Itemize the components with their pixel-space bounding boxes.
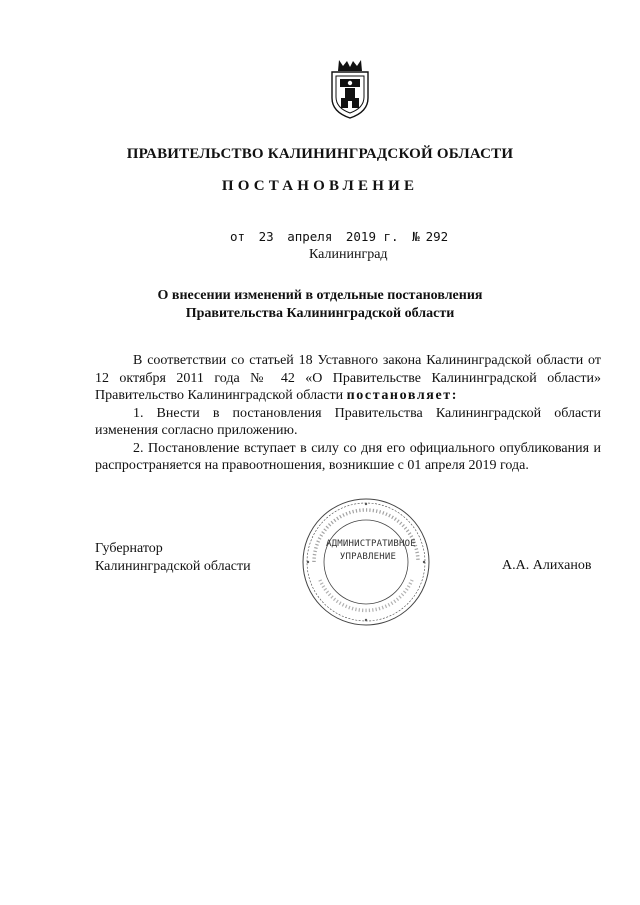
preamble-text: В соответствии со статьей 18 Уставного закона Калининградской области от 12 октября 2011 года № 42 «О Правительстве Калининградской области» Правительство Калининградской области bbox=[95, 353, 601, 403]
seal-line: УПРАВЛЕНИЕ bbox=[339, 552, 397, 562]
document-dateline bbox=[230, 229, 454, 244]
number-label: № bbox=[412, 229, 420, 244]
item-1-paragraph: 1. Внести в постановления Правительства Калининградской области изменения согласно приложению. bbox=[95, 405, 601, 438]
title-line: О внесении изменений в отдельные постановления bbox=[157, 288, 483, 303]
document-number: 292 bbox=[425, 229, 449, 244]
organization-name: ПРАВИТЕЛЬСТВО КАЛИНИНГРАДСКОЙ ОБЛАСТИ bbox=[126, 146, 514, 162]
position-line: Губернатор bbox=[95, 541, 163, 556]
date-year: 2019 г. bbox=[345, 229, 399, 244]
seal-line: АДМИНИСТРАТИВНОЕ bbox=[326, 539, 416, 549]
signatory-position bbox=[95, 540, 251, 576]
seal-text bbox=[326, 538, 416, 564]
document-city: Калининград bbox=[309, 247, 388, 262]
position-line: Калининградской области bbox=[95, 559, 251, 574]
document-type: ПОСТАНОВЛЕНИЕ bbox=[221, 178, 419, 194]
title-line: Правительства Калининградской области bbox=[185, 306, 455, 321]
coat-of-arms-icon bbox=[325, 58, 375, 120]
document-body bbox=[95, 352, 601, 475]
decree-word: постановляет: bbox=[346, 388, 459, 403]
item-2-paragraph: 2. Постановление вступает в силу со дня его официального опубликования и распространяется на правоотношения, возникшие с 01 апреля 2019 года. bbox=[95, 440, 601, 473]
preamble-paragraph bbox=[95, 352, 601, 405]
date-day: 23 bbox=[258, 229, 274, 244]
date-month: апреля bbox=[287, 229, 333, 244]
date-prefix: от bbox=[230, 229, 246, 244]
document-title bbox=[0, 287, 640, 323]
signatory-name: А.А. Алиханов bbox=[502, 558, 592, 573]
